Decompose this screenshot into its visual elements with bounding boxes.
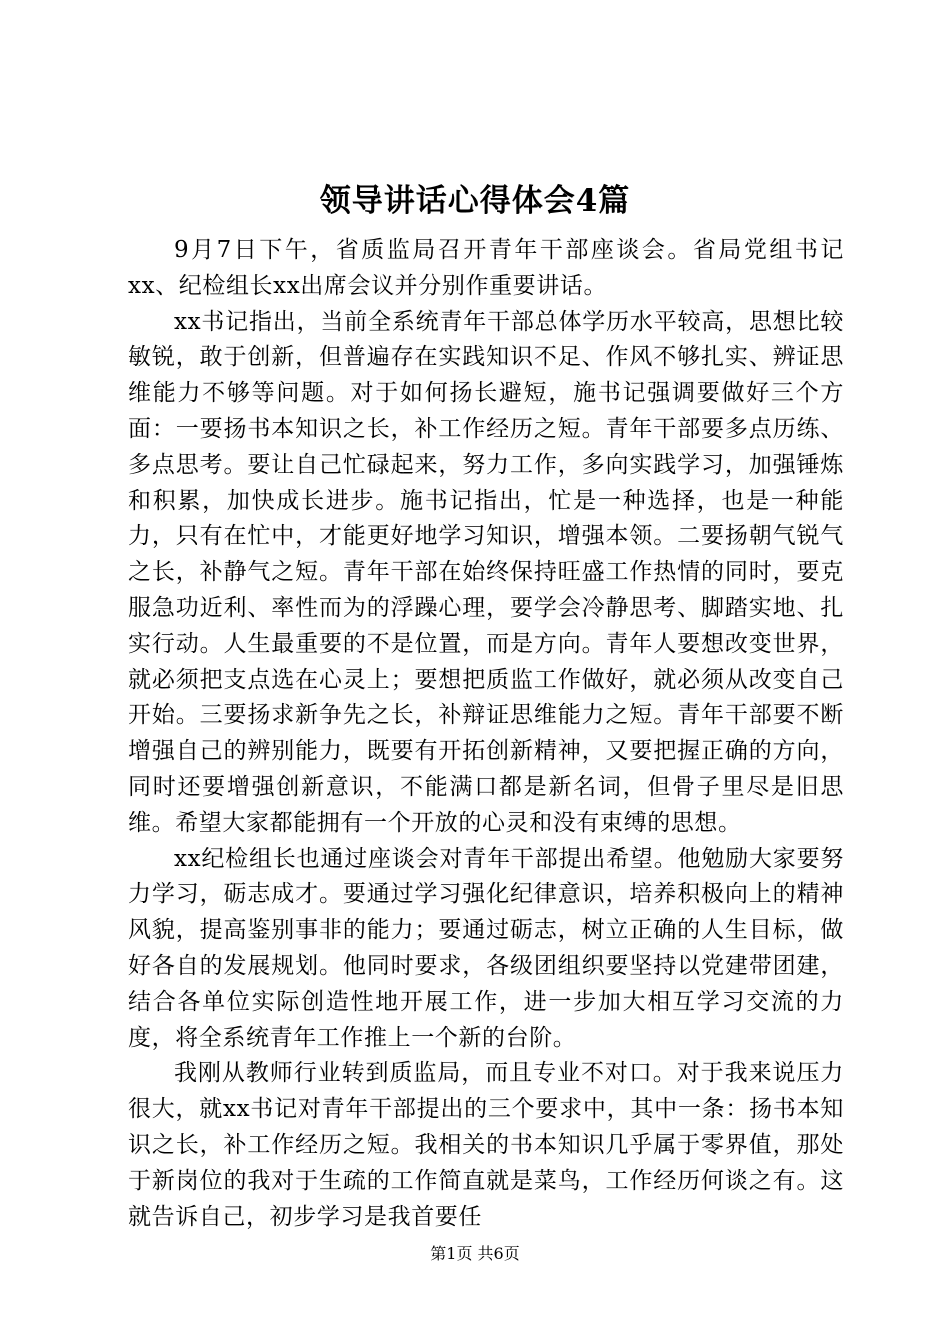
paragraph: 9月7日下午，省质监局召开青年干部座谈会。省局党组书记xx、纪检组长xx出席会议并分别作重要讲话。 — [128, 237, 844, 299]
document-title: 领导讲话心得体会4篇 — [319, 183, 631, 219]
paragraph: xx纪检组长也通过座谈会对青年干部提出希望。他勉励大家要努力学习，砺志成才。要通过学习强化纪律意识，培养积极向上的精神风貌，提高鉴别事非的能力；要通过砺志，树立正确的人生目标，做好各自的发展规划。他同时要求，各级团组织要坚持以党建带团建，结合各单位实际创造性地开展工作，进一步加大相互学习交流的力度，将全系统青年工作推上一个新的台阶。 — [128, 845, 844, 1051]
paragraph: xx书记指出，当前全系统青年干部总体学历水平较高，思想比较敏锐，敢于创新，但普遍存在实践知识不足、作风不够扎实、辨证思维能力不够等问题。对于如何扬长避短，施书记强调要做好三个方面：一要扬书本知识之长，补工作经历之短。青年干部要多点历练、多点思考。要让自己忙碌起来，努力工作，多向实践学习，加强锤炼和积累，加快成长进步。施书记指出，忙是一种选择，也是一种能力，只有在忙中，才能更好地学习知识，增强本领。二要扬朝气锐气之长，补静气之短。青年干部在始终保持旺盛工作热情的同时，要克服急功近利、率性而为的浮躁心理，要学会冷静思考、脚踏实地、扎实行动。人生最重要的不是位置，而是方向。青年人要想改变世界，就必须把支点选在心灵上；要想把质监工作做好，就必须从改变自己开始。三要扬求新争先之长，补辩证思维能力之短。青年干部要不断增强自己的辨别能力，既要有开拓创新精神，又要把握正确的方向，同时还要增强创新意识，不能满口都是新名词，但骨子里尽是旧思维。希望大家都能拥有一个开放的心灵和没有束缚的思想。 — [128, 308, 844, 836]
page-number-footer: 第1页 共6页 — [430, 1244, 520, 1263]
paragraph: 我刚从教师行业转到质监局，而且专业不对口。对于我来说压力很大，就xx书记对青年干部提出的三个要求中，其中一条：扬书本知识之长，补工作经历之短。我相关的书本知识几乎属于零界值，那处于新岗位的我对于生疏的工作简直就是菜鸟，工作经历何谈之有。这就告诉自己，初步学习是我首要任 — [128, 1060, 844, 1230]
document-body — [128, 233, 844, 1235]
